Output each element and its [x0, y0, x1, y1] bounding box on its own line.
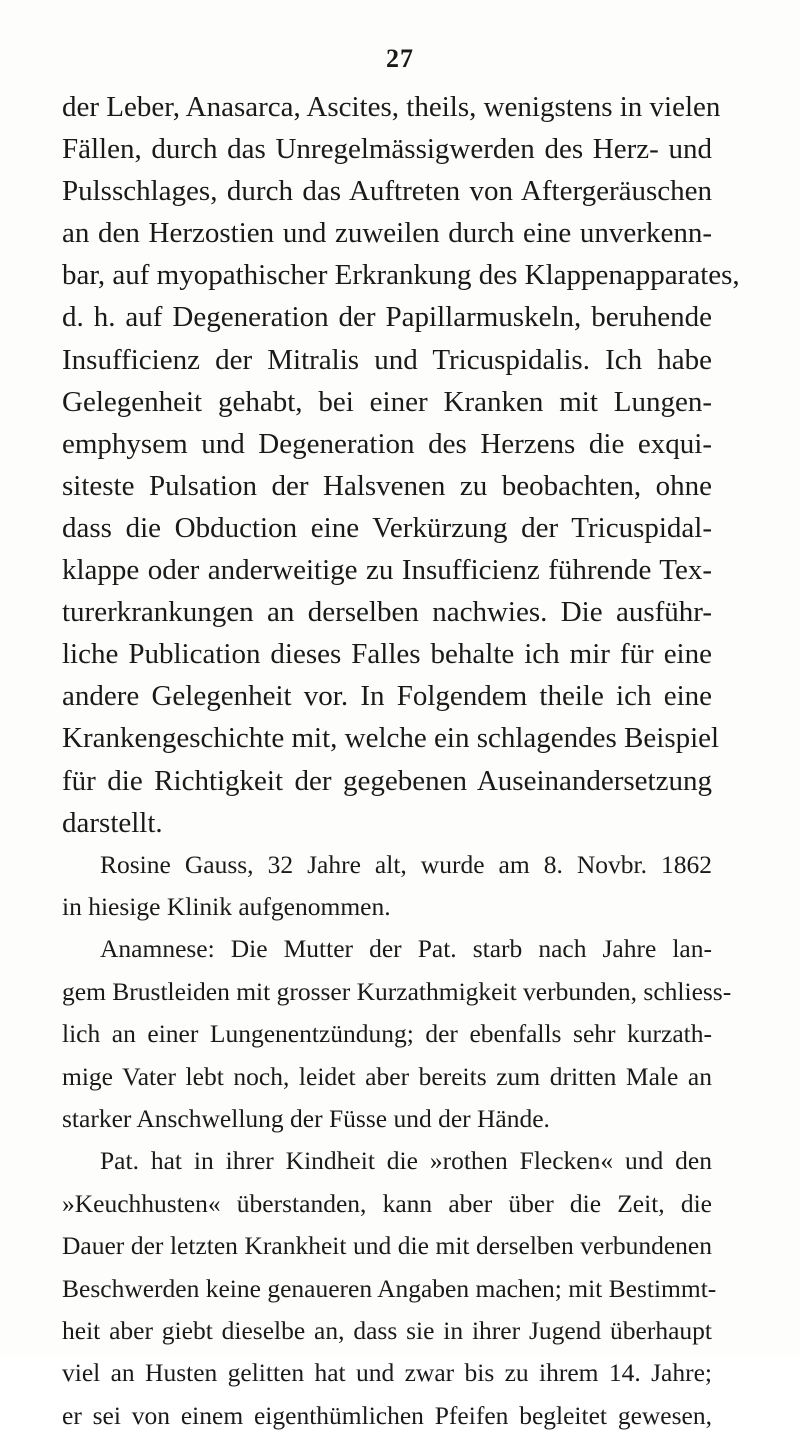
text-line: starker Anschwellung der Füsse und der Hände.	[62, 1104, 550, 1134]
paragraph-1	[62, 86, 740, 844]
text-line: Insufficienz der Mitralis und Tricuspidalis. Ich habe	[62, 343, 712, 376]
text-line: turerkrankungen an derselben nachwies. Die ausführ-	[62, 596, 712, 629]
text-line: in hiesige Klinik aufgenommen.	[62, 892, 391, 922]
text-line: Pulsschlages, durch das Auftreten von Aftergeräuschen	[62, 175, 712, 208]
page-number: 27	[386, 44, 414, 73]
text-line: d. h. auf Degeneration der Papillarmuskeln, beruhende	[62, 301, 712, 334]
text-line: der Leber, Anasarca, Ascites, theils, wenigstens in vielen	[62, 91, 721, 123]
text-line: gem Brustleiden mit grosser Kurzathmigkeit verbunden, schliess-	[62, 976, 732, 1006]
text-line: Pat. hat in ihrer Kindheit die »rothen Flecken« und den	[100, 1146, 712, 1176]
text-line: emphysem und Degeneration des Herzens die exqui-	[62, 427, 712, 460]
text-line: an den Herzostien und zuweilen durch eine unverkenn-	[62, 217, 712, 250]
text-line: liche Publication dieses Falles behalte ich mir für eine	[62, 638, 712, 671]
text-line: siteste Pulsation der Halsvenen zu beobachten, ohne	[62, 469, 712, 502]
text-line: heit aber giebt dieselbe an, dass sie in ihrer Jugend überhaupt	[62, 1315, 712, 1345]
paragraph-2	[62, 844, 712, 929]
text-line: für die Richtigkeit der gegebenen Auseinandersetzung	[62, 764, 712, 797]
text-line: lich an einer Lungenentzündung; der ebenfalls sehr kurzath-	[62, 1019, 712, 1049]
text-line: viel an Husten gelitten hat und zwar bis zu ihrem 14. Jahre;	[62, 1358, 712, 1388]
paragraph-3	[62, 928, 732, 1140]
text-line: Fällen, durch das Unregelmässigwerden des Herz- und	[62, 133, 712, 166]
paragraph-4	[62, 1140, 717, 1437]
text-line: Rosine Gauss, 32 Jahre alt, wurde am 8. Novbr. 1862	[100, 849, 712, 879]
text-line: mige Vater lebt noch, leidet aber bereits zum dritten Male an	[62, 1061, 712, 1091]
text-line: andere Gelegenheit vor. In Folgendem theile ich eine	[62, 680, 712, 713]
text-line: darstellt.	[62, 806, 163, 839]
text-line: Anamnese: Die Mutter der Pat. starb nach Jahre lan-	[100, 934, 712, 964]
text-line: dass die Obduction eine Verkürzung der Tricuspidal-	[62, 511, 712, 544]
text-line: Krankengeschichte mit, welche ein schlagendes Beispiel	[62, 722, 720, 755]
text-line: bar, auf myopathischer Erkrankung des Klappenapparates,	[62, 259, 740, 292]
text-line: Gelegenheit gehabt, bei einer Kranken mit Lungen-	[62, 385, 712, 418]
text-line: Beschwerden keine genaueren Angaben machen; mit Bestimmt-	[62, 1273, 717, 1303]
text-line: »Keuchhusten« überstanden, kann aber über die Zeit, die	[62, 1188, 712, 1218]
text-line: er sei von einem eigenthümlichen Pfeifen begleitet gewesen,	[62, 1400, 712, 1430]
text-line: klappe oder anderweitige zu Insufficienz führende Tex-	[62, 554, 712, 587]
body-text	[62, 86, 740, 1437]
text-line: Dauer der letzten Krankheit und die mit derselben verbundenen	[62, 1231, 712, 1261]
